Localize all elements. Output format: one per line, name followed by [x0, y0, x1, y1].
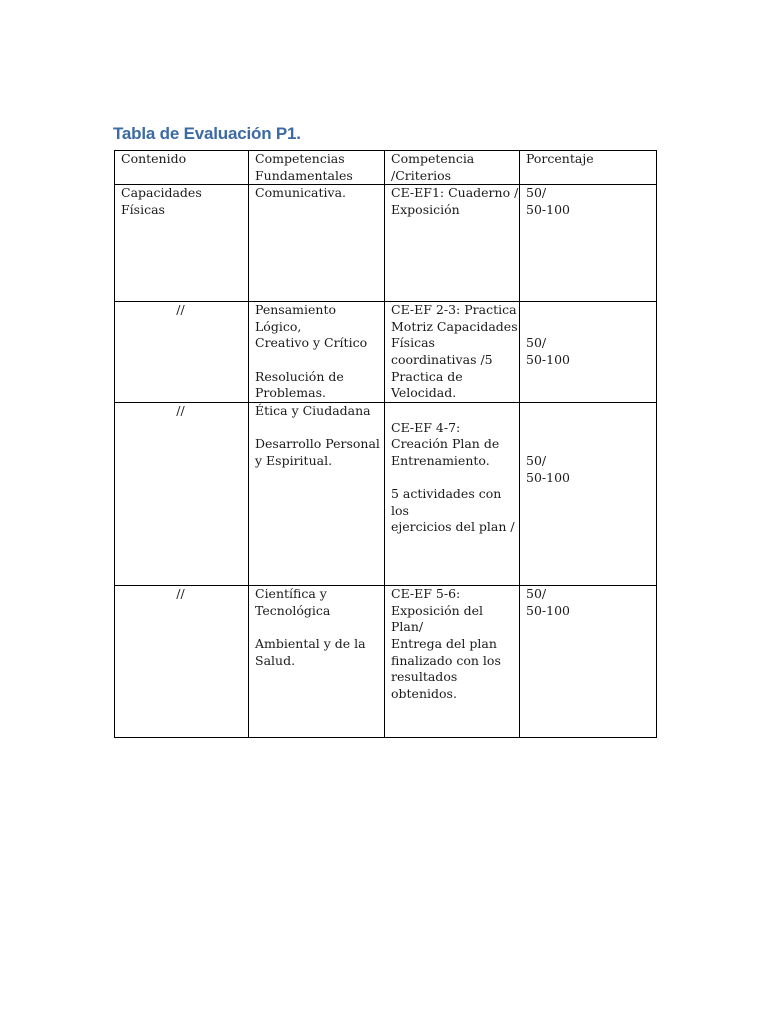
cell-criterios: CE-EF1: Cuaderno / Exposición [385, 185, 520, 302]
cell-criterios: CE-EF 2-3: Practica Motriz Capacidades Físicas coordinativas /5 Practica de Velocidad. [385, 302, 520, 403]
cell-competencias: Ética y Ciudadana Desarrollo Personal y Espiritual. [249, 403, 385, 586]
document-title: Tabla de Evaluación P1. [113, 124, 301, 143]
cell-competencias: Científica y Tecnológica Ambiental y de la Salud. [249, 586, 385, 738]
header-cell-criterios: Competencia /Criterios [385, 151, 520, 185]
table-row [115, 586, 657, 738]
cell-contenido: // [115, 586, 249, 738]
header-cell-porcentaje: Porcentaje [520, 151, 657, 185]
cell-criterios: CE-EF 4-7: Creación Plan de Entrenamiento. 5 actividades con los ejercicios del plan / [385, 403, 520, 586]
cell-porcentaje: 50/ 50-100 [520, 185, 657, 302]
table-header-row [115, 151, 657, 185]
cell-contenido: // [115, 403, 249, 586]
header-cell-competencias: Competencias Fundamentales [249, 151, 385, 185]
cell-porcentaje: 50/ 50-100 [520, 403, 657, 586]
cell-contenido: // [115, 302, 249, 403]
cell-porcentaje: 50/ 50-100 [520, 302, 657, 403]
table-row [115, 403, 657, 586]
cell-criterios: CE-EF 5-6: Exposición del Plan/ Entrega del plan finalizado con los resultados obtenidos. [385, 586, 520, 738]
cell-contenido: Capacidades Físicas [115, 185, 249, 302]
cell-porcentaje: 50/ 50-100 [520, 586, 657, 738]
evaluation-table [114, 150, 657, 738]
header-cell-contenido: Contenido [115, 151, 249, 185]
cell-competencias: Comunicativa. [249, 185, 385, 302]
cell-competencias: Pensamiento Lógico, Creativo y Crítico Resolución de Problemas. [249, 302, 385, 403]
table-row [115, 302, 657, 403]
table-row [115, 185, 657, 302]
